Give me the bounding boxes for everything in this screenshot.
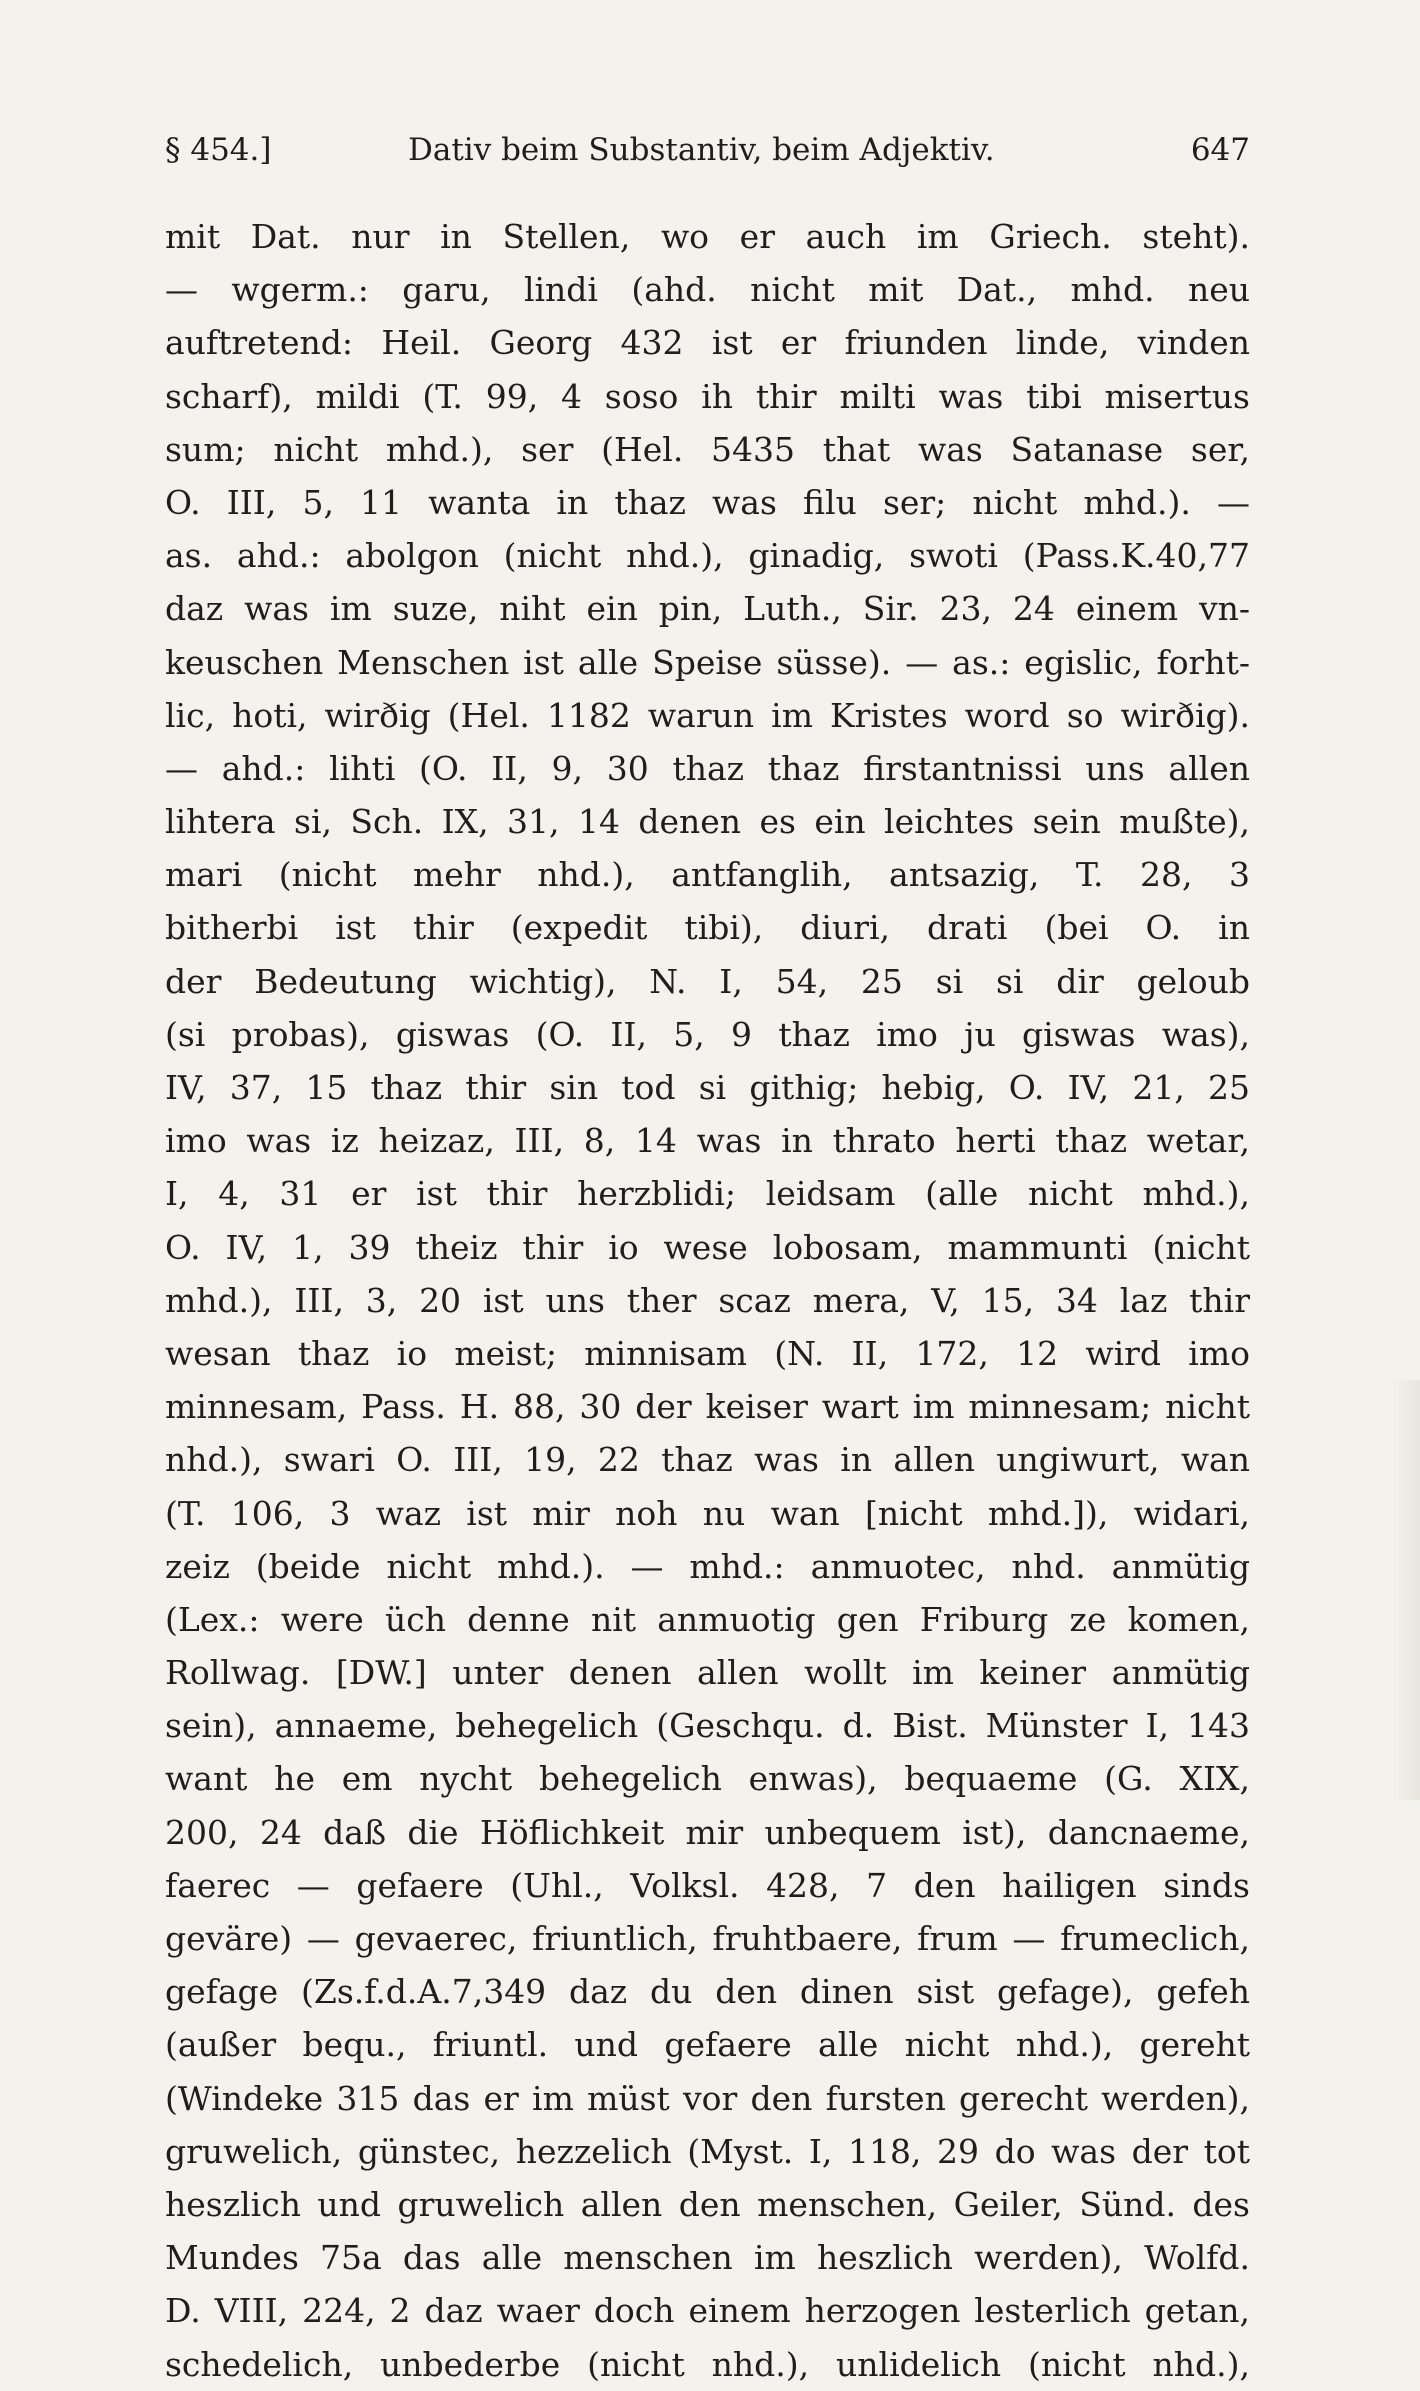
text-line: O. III, 5, 11 wanta in thaz was filu ser; nicht mhd.). — (165, 482, 1250, 522)
text-line: gefage (Zs.f.d.A.7,349 daz du den dinen sist gefage), gefeh (165, 1972, 1250, 2012)
text-line: (si probas), giswas (O. II, 5, 9 thaz imo ju giswas was), (165, 1014, 1250, 1054)
running-head (165, 128, 1250, 172)
text-line: 200, 24 daß die Höflichkeit mir unbequem ist), dancnaeme, (165, 1812, 1250, 1852)
text-line: scharf), mildi (T. 99, 4 soso ih thir milti was tibi misertus (165, 376, 1250, 416)
text-line: daz was im suze, niht ein pin, Luth., Sir. 23, 24 einem vn- (165, 589, 1250, 629)
section-number: § 454.] (165, 132, 272, 168)
text-line: Mundes 75a das alle menschen im heszlich werden), Wolfd. (165, 2238, 1250, 2278)
text-line: geväre) — gevaerec, friuntlich, fruhtbaere, frum — frumeclich, (165, 1919, 1250, 1958)
text-line: auftretend: Heil. Georg 432 ist er friunden linde, vinden (165, 323, 1250, 363)
text-line: IV, 37, 15 thaz thir sin tod si githig; hebig, O. IV, 21, 25 (165, 1068, 1250, 1107)
text-line: mari (nicht mehr nhd.), antfanglih, antsazig, T. 28, 3 (165, 855, 1250, 895)
text-line: sein), annaeme, behegelich (Geschqu. d. Bist. Münster I, 143 (165, 1706, 1250, 1746)
text-line: schedelich, unbederbe (nicht nhd.), unlidelich (nicht nhd.), (165, 2344, 1250, 2384)
paper-shadow (1392, 1380, 1420, 1800)
text-line: gruwelich, günstec, hezzelich (Myst. I, 118, 29 do was der tot (165, 2131, 1250, 2171)
text-line: wesan thaz io meist; minnisam (N. II, 172, 12 wird imo (165, 1333, 1250, 1373)
text-line: zeiz (beide nicht mhd.). — mhd.: anmuotec, nhd. anmütig (165, 1546, 1250, 1586)
body-text (165, 210, 1250, 2391)
text-line: (Windeke 315 das er im müst vor den fursten gerecht werden), (165, 2078, 1250, 2118)
text-line: (T. 106, 3 waz ist mir noh nu wan [nicht mhd.]), widari, (165, 1493, 1250, 1533)
text-line: lic, hoti, wirðig (Hel. 1182 warun im Kristes word so wirðig). (165, 695, 1250, 735)
text-line: lihtera si, Sch. IX, 31, 14 denen es ein leichtes sein mußte), (165, 802, 1250, 842)
text-line: — ahd.: lihti (O. II, 9, 30 thaz thaz firstantnissi uns allen (165, 748, 1250, 788)
text-line: nhd.), swari O. III, 19, 22 thaz was in allen ungiwurt, wan (165, 1440, 1250, 1480)
page-title: Dativ beim Substantiv, beim Adjektiv. (408, 132, 995, 168)
text-line: Rollwag. [DW.] unter denen allen wollt im keiner anmütig (165, 1653, 1250, 1693)
text-line: mhd.), III, 3, 20 ist uns ther scaz mera, V, 15, 34 laz thir (165, 1280, 1250, 1320)
text-line: der Bedeutung wichtig), N. I, 54, 25 si si dir geloub (165, 961, 1250, 1001)
text-line: — wgerm.: garu, lindi (ahd. nicht mit Dat., mhd. neu (165, 270, 1250, 310)
text-line: sum; nicht mhd.), ser (Hel. 5435 that was Satanase ser, (165, 429, 1250, 469)
text-line: imo was iz heizaz, III, 8, 14 was in thrato herti thaz wetar, (165, 1121, 1250, 1161)
page-number: 647 (1190, 132, 1250, 168)
text-line: (Lex.: were üch denne nit anmuotig gen Friburg ze komen, (165, 1599, 1250, 1639)
text-line: D. VIII, 224, 2 daz waer doch einem herzogen lesterlich getan, (165, 2291, 1250, 2331)
text-line: faerec — gefaere (Uhl., Volksl. 428, 7 den hailigen sinds (165, 1865, 1250, 1905)
text-line: O. IV, 1, 39 theiz thir io wese lobosam, mammunti (nicht (165, 1227, 1250, 1267)
text-line: I, 4, 31 er ist thir herzblidi; leidsam (alle nicht mhd.), (165, 1174, 1250, 1214)
text-line: as. ahd.: abolgon (nicht nhd.), ginadig, swoti (Pass.K.40,77 (165, 536, 1250, 576)
text-line: heszlich und gruwelich allen den menschen, Geiler, Sünd. des (165, 2184, 1250, 2224)
text-line: bitherbi ist thir (expedit tibi), diuri, drati (bei O. in (165, 908, 1250, 948)
text-line: keuschen Menschen ist alle Speise süsse). — as.: egislic, forht- (165, 642, 1250, 682)
text-line: mit Dat. nur in Stellen, wo er auch im Griech. steht). (165, 217, 1250, 256)
text-line: (außer bequ., friuntl. und gefaere alle nicht nhd.), gereht (165, 2025, 1250, 2065)
text-line: want he em nycht behegelich enwas), bequaeme (G. XIX, (165, 1759, 1250, 1799)
text-line: minnesam, Pass. H. 88, 30 der keiser wart im minnesam; nicht (165, 1387, 1250, 1427)
